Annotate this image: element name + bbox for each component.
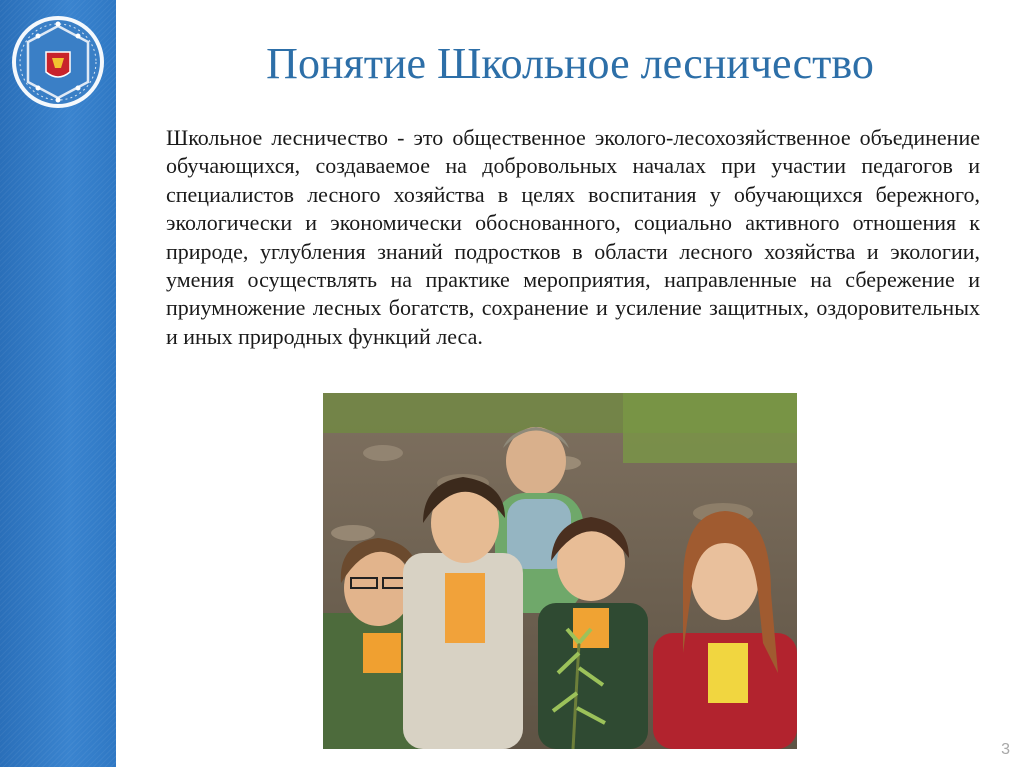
slide-body-text: Школьное лесничество - это общественное эколого-лесохозяйственное объединение обучающихся, создаваемое на добровольных началах при участии педагогов и специалистов лесного хозяйства в целях воспитания у обучающихся бережного, экологически и экономически обоснованного, социально активного отношения к природе, углубления знаний подростков в области лесного хозяйства и экологии, умения осуществлять на практике мероприятия, направленные на сбережение и приумножение лесных богатств, сохранение и усиление защитных, оздоровительных и иных природных функций леса.	[166, 125, 980, 349]
students-planting-photo	[323, 393, 797, 749]
photo-illustration	[323, 393, 797, 749]
slide-title: Понятие Школьное лесничество	[266, 39, 874, 88]
page-number: 3	[1001, 741, 1010, 758]
left-decorative-band	[0, 0, 116, 767]
regional-emblem-icon	[8, 12, 108, 112]
